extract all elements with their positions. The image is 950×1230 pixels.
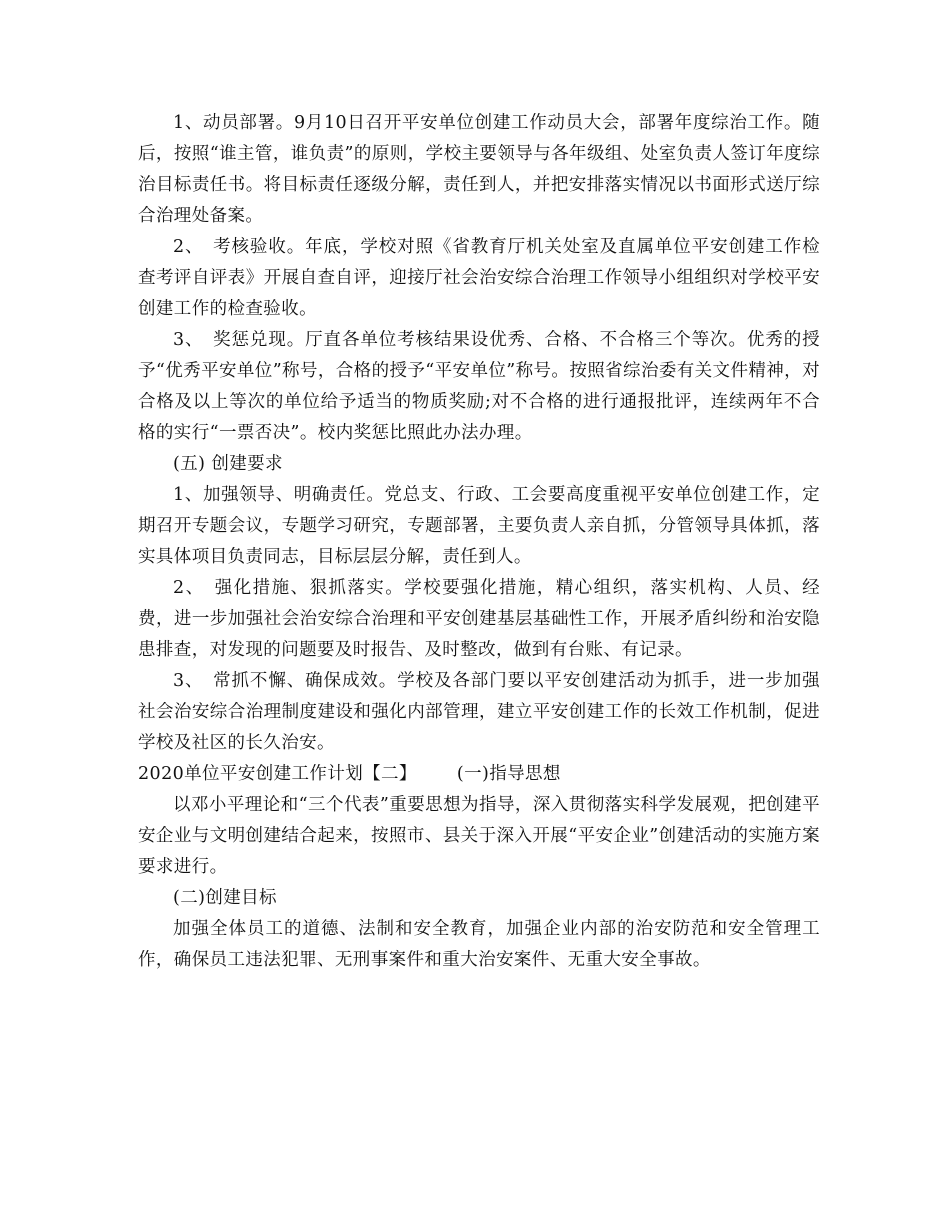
paragraph-measures: 2、 强化措施、狠抓落实。学校要强化措施，精心组织，落实机构、人员、经费，进一步加强社会治安综合治理和平安创建基层基础性工作，开展矛盾纠纷和治安隐患排查，对发现的问题要及时报告、及时整改，做到有台账、有记录。 — [138, 578, 820, 660]
paragraph-leadership: 1、加强领导、明确责任。党总支、行政、工会要高度重视平安单位创建工作，定期召开专题会议，专题学习研究，专题部署，主要负责人亲自抓，分管领导具体抓，落实具体项目负责同志，目标层层分解，责任到人。 — [138, 485, 820, 567]
paragraph-goals: 加强全体员工的道德、法制和安全教育，加强企业内部的治安防范和安全管理工作，确保员工违法犯罪、无刑事案件和重大治安案件、无重大安全事故。 — [138, 919, 820, 970]
paragraph-rewards: 3、 奖惩兑现。厅直各单位考核结果设优秀、合格、不合格三个等次。优秀的授予“优秀平安单位”称号，合格的授予“平安单位”称号。按照省综治委有关文件精神，对合格及以上等次的单位给予适当的物质奖励;对不合格的进行通报批评，连续两年不合格的实行“一票否决”。校内奖惩比照此办法办理。 — [138, 330, 820, 443]
section-subtitle: (一)指导思想 — [456, 764, 561, 784]
subheading-requirements: (五) 创建要求 — [173, 454, 283, 474]
section-heading — [138, 759, 820, 790]
subheading-goals: (二)创建目标 — [173, 888, 277, 908]
paragraph-mobilization: 1、动员部署。9月10日召开平安单位创建工作动员大会，部署年度综治工作。随后，按照“谁主管，谁负责”的原则，学校主要领导与各年级组、处室负责人签订年度综治目标责任书。将目标责任逐级分解，责任到人，并把安排落实情况以书面形式送厅综合治理处备案。 — [138, 113, 820, 226]
document-page — [138, 108, 820, 976]
paragraph-persistence: 3、 常抓不懈、确保成效。学校及各部门要以平安创建活动为抓手，进一步加强社会治安综合治理制度建设和强化内部管理，建立平安创建工作的长效工作机制，促进学校及社区的长久治安。 — [138, 671, 820, 753]
section-title: 2020单位平安创建工作计划【二】 — [138, 764, 417, 784]
paragraph-assessment: 2、 考核验收。年底，学校对照《省教育厅机关处室及直属单位平安创建工作检查考评自评表》开展自查自评，迎接厅社会治安综合治理工作领导小组组织对学校平安创建工作的检查验收。 — [138, 237, 820, 319]
paragraph-guiding-thought: 以邓小平理论和“三个代表”重要思想为指导，深入贯彻落实科学发展观，把创建平安企业与文明创建结合起来，按照市、县关于深入开展“平安企业”创建活动的实施方案要求进行。 — [138, 795, 820, 877]
